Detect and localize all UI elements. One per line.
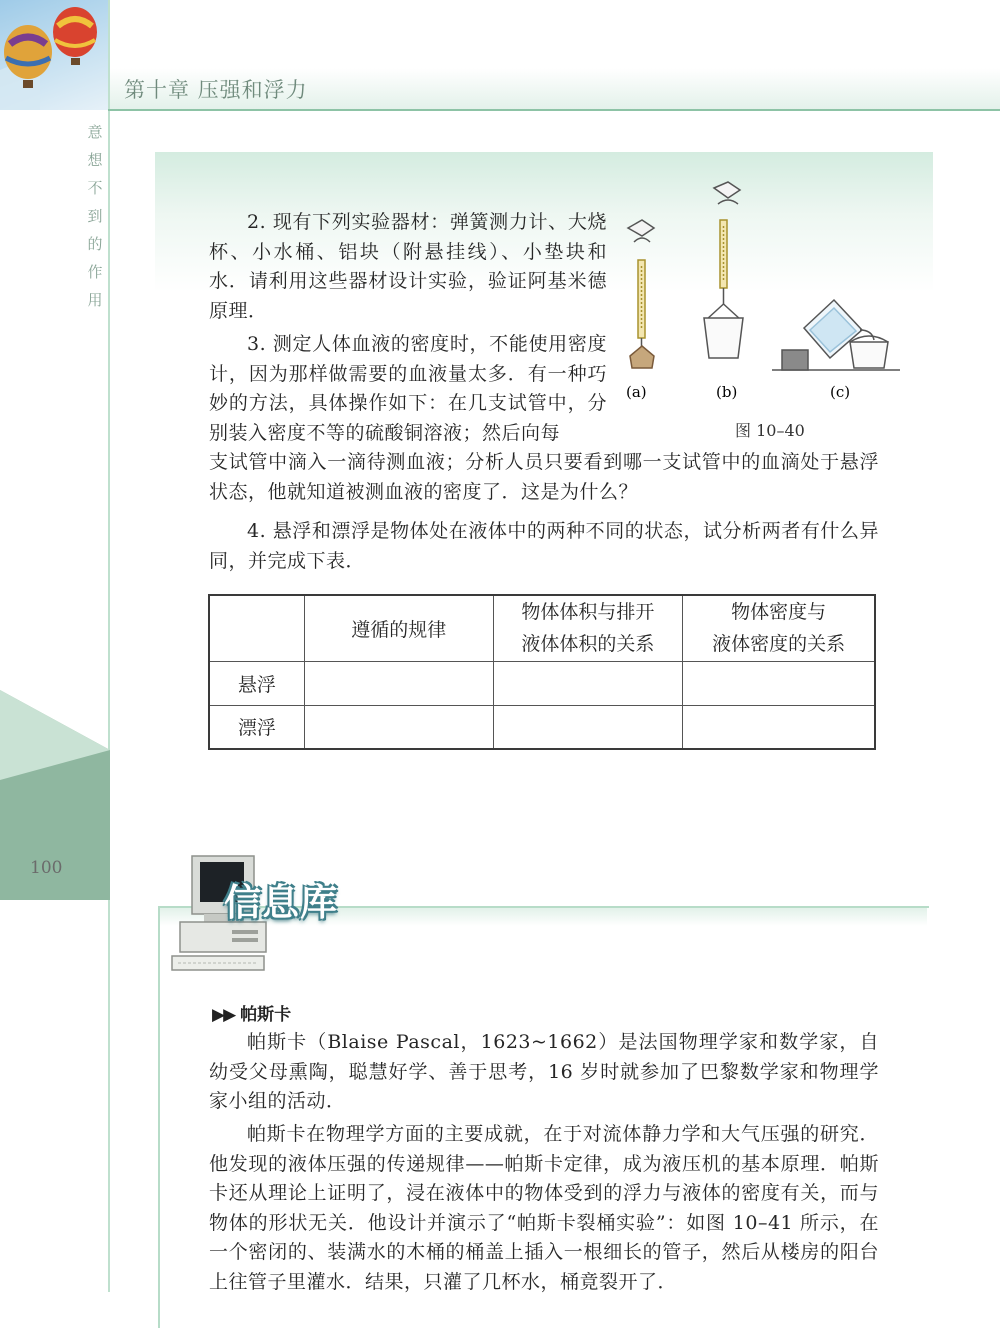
figure-caption: 图 10–40 — [735, 421, 805, 440]
header-line: 液体体积的关系 — [521, 633, 655, 656]
figure-b-scale-with-bucket — [704, 182, 743, 358]
header-line: 物体密度与 — [731, 601, 827, 624]
table-header-row — [209, 595, 875, 661]
chapter-title: 第十章 压强和浮力 — [124, 78, 308, 102]
table-header-cell — [209, 595, 304, 661]
table-cell — [493, 661, 683, 705]
question-4: 4. 悬浮和漂浮是物体处在液体中的两种不同的状态，试分析两者有什么异同，并完成下表． — [209, 520, 879, 572]
question-2: 2. 现有下列实验器材：弹簧测力计、大烧杯、小水桶、铝块（附悬挂线）、小垫块和水．请利用这些器材设计实验，验证阿基米德原理． — [209, 211, 607, 322]
pascal-paragraph-2: 帕斯卡在物理学方面的主要成就，在于对流体静力学和大气压强的研究．他发现的液体压强的传递规律——帕斯卡定律，成为液压机的基本原理．帕斯卡还从理论上证明了，浸在液体中的物体受到的浮力与液体的密度有关，而与物体的形状无关．他设计并演示了“帕斯卡裂桶实验”：如图 10–41 所示，在一个密闭的、装满水的木桶的桶盖上插入一根细长的管子，然后从楼房的阳台上往管子里灌水．结果，只灌了几杯水，桶竟裂开了． — [209, 1123, 879, 1293]
table-cell — [683, 705, 875, 749]
header-line: 物体体积与排开 — [521, 601, 655, 624]
row-label: 悬浮 — [209, 661, 304, 705]
table-cell — [493, 705, 683, 749]
question-3-continued: 支试管中滴入一滴待测血液；分析人员只要看到哪一支试管中的血滴处于悬浮状态，他就知道被测血液的密度了．这是为什么？ — [209, 451, 879, 503]
info-title: 信息库 — [224, 881, 338, 924]
double-arrow-icon: ▶▶ — [212, 1005, 235, 1025]
side-label: 意想不到的作用 — [87, 123, 103, 309]
figure-label-b: (b) — [716, 383, 738, 401]
table-row — [209, 661, 875, 705]
table-cell — [304, 705, 493, 749]
question-3: 3. 测定人体血液的密度时，不能使用密度计，因为那样做需要的血液量太多．有一种巧妙的方法，具体操作如下：在几支试管中，分别装入密度不等的硫酸铜溶液；然后向每 — [209, 333, 607, 444]
figure-label-c: (c) — [830, 383, 851, 401]
table-cell — [304, 661, 493, 705]
subsection-title: 帕斯卡 — [240, 1005, 292, 1025]
hot-air-balloon-image — [0, 0, 108, 110]
header-rule — [108, 109, 1000, 111]
header-line: 液体密度的关系 — [712, 633, 846, 656]
figure-c-overflow-beaker — [772, 300, 900, 370]
page-number: 100 — [30, 858, 63, 878]
comparison-table — [208, 594, 876, 750]
row-label: 漂浮 — [209, 705, 304, 749]
table-header-cell — [683, 595, 875, 661]
table-header-cell: 遵循的规律 — [304, 595, 493, 661]
table-header-cell — [493, 595, 683, 661]
table-row — [209, 705, 875, 749]
subsection-heading — [212, 1000, 291, 1025]
table-cell — [683, 661, 875, 705]
figure-10-40 — [612, 180, 902, 440]
pascal-paragraph-1: 帕斯卡（Blaise Pascal，1623~1662）是法国物理学家和数学家，自幼受父母熏陶，聪慧好学、善于思考，16 岁时就参加了巴黎数学家和物理学家小组的活动． — [209, 1031, 879, 1112]
margin-line — [108, 0, 110, 1292]
figure-a-spring-scale — [628, 220, 654, 368]
figure-label-a: (a) — [626, 383, 647, 401]
